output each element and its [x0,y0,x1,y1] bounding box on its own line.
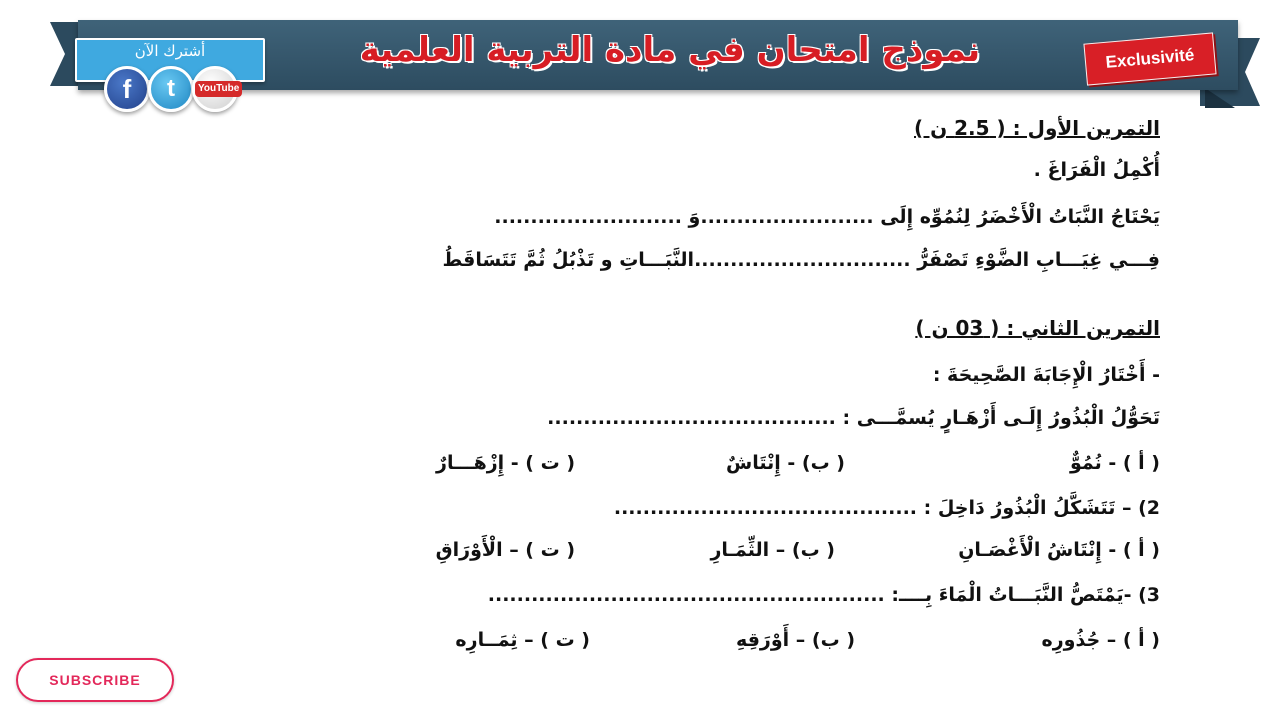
exam-document [400,105,1160,665]
question3-option-b: ( ب) – أَوْرَقِهِ [735,629,855,651]
question3-text: 3) -يَمْتَصُّ النَّبَـــاتُ الْمَاءَ بِــــ: ....................................................... [487,584,1160,606]
exercise1-line1: يَحْتَاجُ النَّبَاتُ الْأَخْضَرُ لِنُمُوِّه إِلَى ........................وَ .......................... [494,206,1160,228]
question1-option-a: ( أ ) - نُمُوٌّ [1069,452,1160,474]
question2-text: 2) – تَتَشَكَّلُ الْبُذُورُ دَاخِلَ : .......................................... [613,497,1160,519]
exercise2-instruction: - أَخْتَارُ الْإِجَابَةَ الصَّحِيحَةَ : [932,364,1160,386]
question1-text: تَحَوُّلُ الْبُذُورُ إِلَـى أَزْهَـارٍ يُسمَّـــى : ........................................ [547,407,1160,429]
exercise1-instruction: أُكْمِلُ الْفَرَاغَ . [1033,159,1160,181]
twitter-icon[interactable]: t [148,66,194,112]
question3-option-a: ( أ ) – جُذُورِه [1041,629,1160,651]
banner-title: نموذج امتحان في مادة التربية العلمية [359,30,981,70]
subscribe-button[interactable] [16,658,174,702]
exclusive-badge: Exclusivité [1083,32,1216,85]
question1-option-b: ( ب) - إِنْتَاشٌ [726,452,845,474]
question2-option-a: ( أ ) - إِنْتَاشُ الْأَغْصَـانِ [958,539,1160,561]
exercise2-heading: التمرين الثاني : ( 03 ن ) [915,316,1160,340]
youtube-icon[interactable] [192,66,238,112]
youtube-logo-text: YouTube [195,81,242,97]
question2-option-c: ( ت ) – الْأَوْرَاقِ [435,539,575,561]
facebook-icon[interactable]: f [104,66,150,112]
subscribe-button-label: SUBSCRIBE [49,672,141,688]
exercise1-heading: التمرين الأول : ( 2.5 ن ) [914,116,1160,140]
question2-option-b: ( ب) – الثِّمَـارِ [710,539,835,561]
subscribe-now-label: أشترك الآن [134,42,206,60]
question3-option-c: ( ت ) – ثِمَــارِه [455,629,590,651]
question1-option-c: ( ت ) - إِزْهَـــارٌ [436,452,575,474]
top-banner [0,0,1280,112]
exercise1-line2: فِـــي غِيَـــابِ الضَّوْءِ تَصْفَرُّ ..............................النَّبَـــاتِ و تَذْبُلُ ثُمَّ تَتَسَاقَطُ [442,249,1160,271]
